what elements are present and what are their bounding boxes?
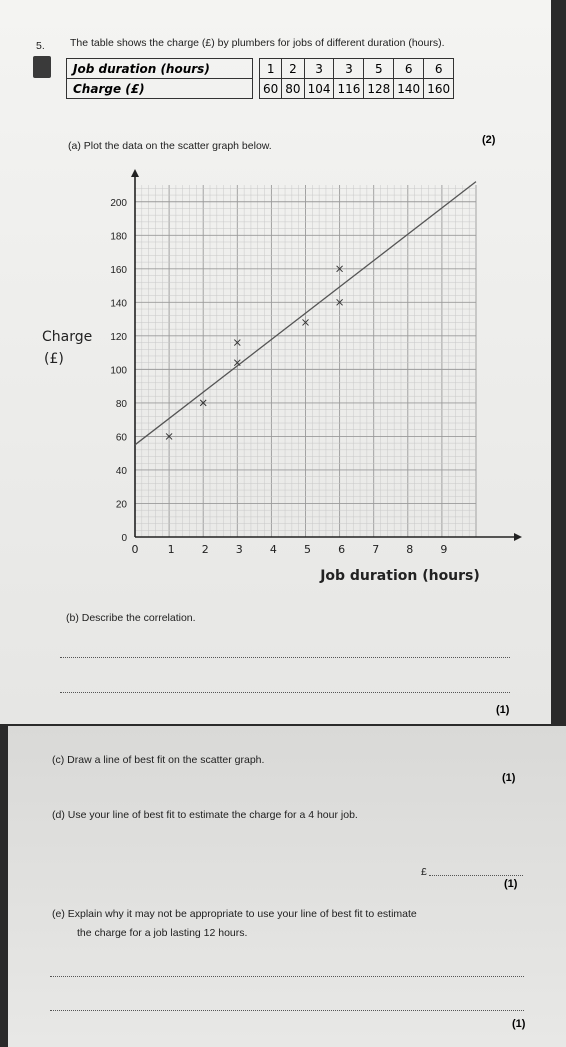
x-tick-label: 3	[235, 543, 243, 556]
x-tick-label: 7	[372, 543, 380, 556]
charge-cell: 60	[260, 79, 282, 99]
charge-cell: 104	[304, 79, 334, 99]
x-tick-label: 0	[131, 543, 139, 556]
y-axis-label-unit: (£)	[44, 350, 64, 367]
part-a-text: (a) Plot the data on the scatter graph below.	[68, 140, 272, 152]
answer-line-b2[interactable]	[60, 692, 510, 693]
x-tick-label: 5	[304, 543, 311, 556]
part-e-text-line2: the charge for a job lasting 12 hours.	[77, 927, 248, 939]
y-tick-label: 180	[110, 231, 127, 243]
part-e-marks: (1)	[512, 1018, 526, 1030]
y-tick-label: 140	[110, 298, 127, 310]
duration-cell: 2	[282, 59, 304, 79]
charge-cell: 140	[394, 79, 424, 99]
answer-line-b1[interactable]	[60, 657, 510, 658]
x-axis-arrow	[514, 533, 522, 541]
question-intro: The table shows the charge (£) by plumbers for jobs of different duration (hours).	[70, 37, 445, 49]
x-tick-label: 9	[440, 543, 448, 556]
charge-cell: 116	[334, 79, 364, 99]
graph-grid	[135, 185, 476, 537]
y-tick-label: 200	[110, 197, 127, 209]
charge-cell: 128	[364, 79, 394, 99]
book-icon	[33, 56, 51, 78]
duration-row-label: Job duration (hours)	[67, 59, 253, 79]
y-tick-label: 20	[115, 499, 127, 511]
answer-line-e1[interactable]	[50, 976, 524, 977]
x-tick-label: 4	[269, 543, 277, 556]
part-b-text: (b) Describe the correlation.	[66, 612, 196, 624]
charge-row-label: Charge (£)	[67, 79, 253, 99]
x-tick-label: 8	[406, 543, 414, 556]
part-c-marks: (1)	[502, 772, 516, 784]
part-d-marks: (1)	[504, 878, 518, 890]
y-tick-label: 100	[110, 365, 127, 377]
part-a-marks: (2)	[482, 134, 496, 146]
question-number: 5.	[36, 40, 45, 52]
data-table	[66, 58, 454, 99]
duration-cell: 6	[394, 59, 424, 79]
part-d-text: (d) Use your line of best fit to estimate the charge for a 4 hour job.	[52, 809, 358, 821]
part-e-text-line1: (e) Explain why it may not be appropriate to use your line of best fit to estimate	[52, 908, 417, 920]
duration-cell: 3	[334, 59, 364, 79]
charge-cell: 160	[424, 79, 454, 99]
scatter-graph	[0, 170, 551, 630]
answer-line-d[interactable]	[429, 875, 523, 876]
x-tick-label: 1	[167, 543, 175, 556]
y-axis-label: Charge	[42, 328, 93, 345]
duration-cell: 5	[364, 59, 394, 79]
part-c-text: (c) Draw a line of best fit on the scatter graph.	[52, 754, 265, 766]
duration-cell: 3	[304, 59, 334, 79]
part-b-marks: (1)	[496, 704, 510, 716]
duration-cell: 1	[260, 59, 282, 79]
worksheet-page-bottom	[8, 726, 566, 1047]
x-tick-label: 6	[338, 543, 346, 556]
axis-ticks	[110, 198, 447, 556]
charge-row	[67, 79, 454, 99]
x-tick-label: 2	[201, 543, 209, 556]
duration-cell: 6	[424, 59, 454, 79]
y-axis-arrow	[131, 169, 139, 177]
y-tick-label: 0	[121, 533, 127, 544]
y-tick-label: 40	[115, 465, 127, 477]
charge-cell: 80	[282, 79, 304, 99]
y-tick-label: 160	[110, 264, 127, 276]
currency-symbol: £	[421, 866, 427, 878]
answer-line-e2[interactable]	[50, 1010, 524, 1011]
x-axis-label: Job duration (hours)	[320, 568, 480, 584]
y-tick-label: 80	[115, 398, 127, 410]
y-tick-label: 120	[110, 331, 127, 343]
duration-row	[67, 59, 454, 79]
y-tick-label: 60	[115, 432, 127, 444]
